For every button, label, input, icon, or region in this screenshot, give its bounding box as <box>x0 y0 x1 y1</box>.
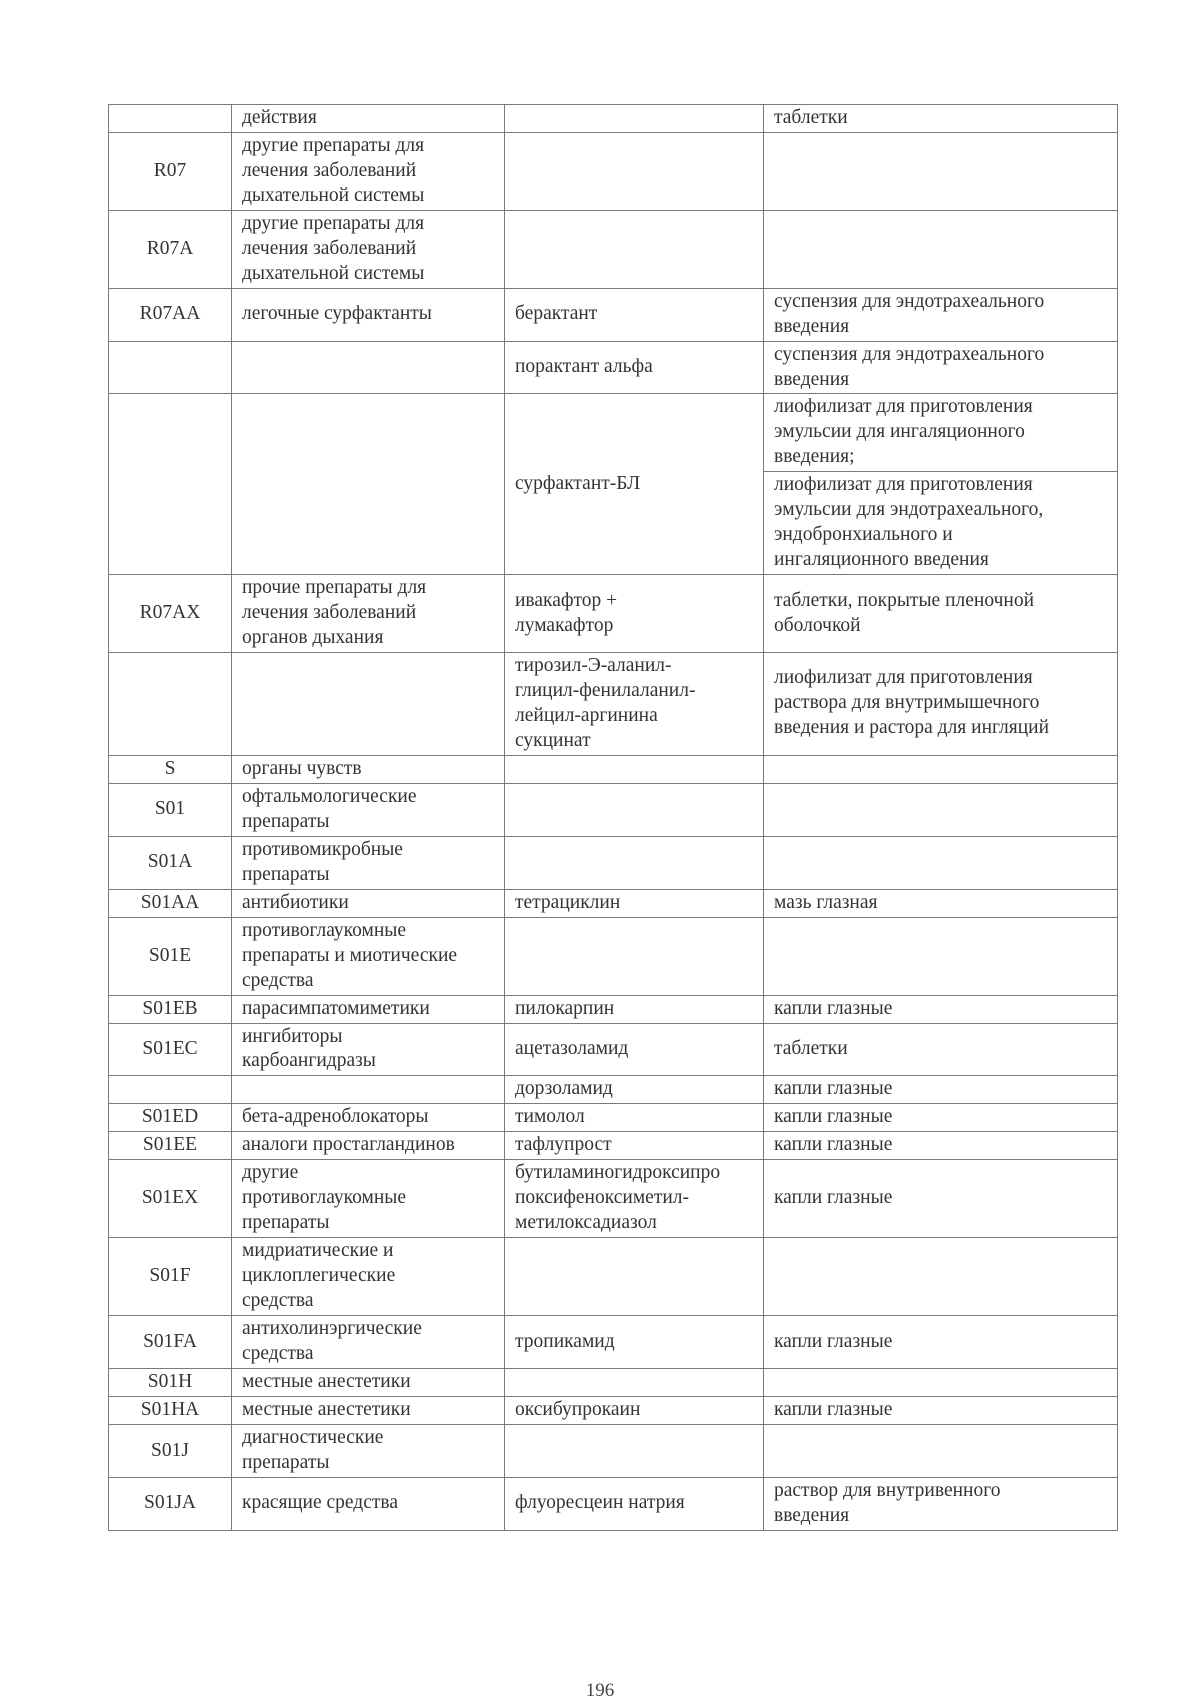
cell-name: органы чувств <box>232 755 505 783</box>
cell-code: R07 <box>109 132 232 210</box>
cell-name: прочие препараты для лечения заболеваний органов дыхания <box>232 575 505 653</box>
cell-inn: дорзоламид <box>505 1076 764 1104</box>
cell-inn: ивакафтор + лумакафтор <box>505 575 764 653</box>
cell-name: противомикробные препараты <box>232 836 505 889</box>
cell-form: раствор для внутривенного введения <box>764 1477 1118 1530</box>
cell-inn: тимолол <box>505 1104 764 1132</box>
table-row <box>109 1369 1118 1397</box>
cell-inn <box>505 917 764 995</box>
cell-form: капли глазные <box>764 1104 1118 1132</box>
cell-form <box>764 1369 1118 1397</box>
cell-name: действия <box>232 105 505 133</box>
cell-form: таблетки <box>764 1023 1118 1076</box>
cell-inn: ацетазоламид <box>505 1023 764 1076</box>
cell-name <box>232 653 505 756</box>
cell-inn <box>505 755 764 783</box>
cell-name: местные анестетики <box>232 1369 505 1397</box>
cell-name: аналоги простагландинов <box>232 1132 505 1160</box>
table-row <box>109 653 1118 756</box>
cell-code: S01ED <box>109 1104 232 1132</box>
cell-inn: оксибупрокаин <box>505 1397 764 1425</box>
cell-name: противоглаукомные препараты и миотические средства <box>232 917 505 995</box>
cell-code: S01E <box>109 917 232 995</box>
cell-code: S01EX <box>109 1160 232 1238</box>
cell-form <box>764 917 1118 995</box>
table-row <box>109 1132 1118 1160</box>
table-row <box>109 1076 1118 1104</box>
table-row <box>109 394 1118 575</box>
cell-form <box>764 755 1118 783</box>
table-row <box>109 105 1118 133</box>
cell-inn: тропикамид <box>505 1316 764 1369</box>
cell-form: капли глазные <box>764 1397 1118 1425</box>
table-row <box>109 1316 1118 1369</box>
cell-name: антибиотики <box>232 889 505 917</box>
cell-name: другие противоглаукомные препараты <box>232 1160 505 1238</box>
cell-code: R07A <box>109 210 232 288</box>
cell-code <box>109 341 232 394</box>
cell-form <box>764 783 1118 836</box>
cell-form: суспензия для эндотрахеального введения <box>764 288 1118 341</box>
cell-form: таблетки <box>764 105 1118 133</box>
cell-inn: флуоресцеин натрия <box>505 1477 764 1530</box>
cell-inn: тафлупрост <box>505 1132 764 1160</box>
cell-code <box>109 394 232 575</box>
cell-code: S01EB <box>109 995 232 1023</box>
cell-inn: пилокарпин <box>505 995 764 1023</box>
cell-name: бета-адреноблокаторы <box>232 1104 505 1132</box>
cell-form: таблетки, покрытые пленочной оболочкой <box>764 575 1118 653</box>
cell-inn <box>505 1425 764 1478</box>
cell-form <box>764 1238 1118 1316</box>
table-row <box>109 1023 1118 1076</box>
table-row <box>109 1160 1118 1238</box>
cell-form <box>764 132 1118 210</box>
cell-code <box>109 105 232 133</box>
cell-code: S01 <box>109 783 232 836</box>
cell-form-part: лиофилизат для приготовления эмульсии для эндотрахеального, эндобронхиального и ингаляционного введения <box>764 471 1117 574</box>
cell-form <box>764 836 1118 889</box>
cell-inn <box>505 1238 764 1316</box>
cell-code <box>109 653 232 756</box>
cell-name: другие препараты для лечения заболеваний дыхательной системы <box>232 210 505 288</box>
cell-form <box>764 210 1118 288</box>
cell-inn: берактант <box>505 288 764 341</box>
cell-name: другие препараты для лечения заболеваний дыхательной системы <box>232 132 505 210</box>
table-body <box>109 105 1118 1531</box>
cell-name <box>232 341 505 394</box>
cell-form: лиофилизат для приготовления раствора для внутримышечного введения и растора для ингляций <box>764 653 1118 756</box>
page-number: 196 <box>585 1680 615 1701</box>
cell-code: S01JA <box>109 1477 232 1530</box>
table-row <box>109 836 1118 889</box>
cell-inn <box>505 836 764 889</box>
cell-form: капли глазные <box>764 1316 1118 1369</box>
cell-name: легочные сурфактанты <box>232 288 505 341</box>
cell-name: офтальмологические препараты <box>232 783 505 836</box>
table-row <box>109 1477 1118 1530</box>
cell-code: S01HA <box>109 1397 232 1425</box>
table-row <box>109 755 1118 783</box>
cell-form: мазь глазная <box>764 889 1118 917</box>
cell-form: капли глазные <box>764 1076 1118 1104</box>
cell-code <box>109 1076 232 1104</box>
cell-inn <box>505 210 764 288</box>
cell-form <box>764 394 1118 575</box>
drug-classification-table <box>108 104 1118 1531</box>
table-row <box>109 210 1118 288</box>
cell-name: ингибиторы карбоангидразы <box>232 1023 505 1076</box>
cell-inn <box>505 105 764 133</box>
cell-inn <box>505 1369 764 1397</box>
cell-name <box>232 394 505 575</box>
cell-form: суспензия для эндотрахеального введения <box>764 341 1118 394</box>
cell-name: антихолинэргические средства <box>232 1316 505 1369</box>
cell-inn <box>505 783 764 836</box>
cell-inn <box>505 132 764 210</box>
cell-code: S01H <box>109 1369 232 1397</box>
cell-code: S01EE <box>109 1132 232 1160</box>
cell-name: парасимпатомиметики <box>232 995 505 1023</box>
table-row <box>109 889 1118 917</box>
cell-form: капли глазные <box>764 995 1118 1023</box>
cell-code: S <box>109 755 232 783</box>
cell-code: R07AA <box>109 288 232 341</box>
cell-code: S01AA <box>109 889 232 917</box>
cell-inn: тетрациклин <box>505 889 764 917</box>
table-row <box>109 575 1118 653</box>
cell-inn: тирозил-Э-аланил- глицил-фенилаланил- лейцил-аргинина сукцинат <box>505 653 764 756</box>
cell-code: R07AX <box>109 575 232 653</box>
cell-form: капли глазные <box>764 1160 1118 1238</box>
cell-code: S01FA <box>109 1316 232 1369</box>
cell-form: капли глазные <box>764 1132 1118 1160</box>
cell-name: диагностические препараты <box>232 1425 505 1478</box>
cell-form <box>764 1425 1118 1478</box>
table-row <box>109 341 1118 394</box>
cell-inn: сурфактант-БЛ <box>505 394 764 575</box>
table-row <box>109 1397 1118 1425</box>
cell-name: мидриатические и циклоплегические средства <box>232 1238 505 1316</box>
cell-name: красящие средства <box>232 1477 505 1530</box>
table-row <box>109 288 1118 341</box>
table-row <box>109 995 1118 1023</box>
table-row <box>109 1104 1118 1132</box>
cell-code: S01A <box>109 836 232 889</box>
table-row <box>109 1238 1118 1316</box>
cell-code: S01J <box>109 1425 232 1478</box>
table-row <box>109 1425 1118 1478</box>
cell-code: S01F <box>109 1238 232 1316</box>
cell-code: S01EC <box>109 1023 232 1076</box>
cell-inn: бутиламиногидроксипро поксифеноксиметил- метилоксадиазол <box>505 1160 764 1238</box>
cell-name: местные анестетики <box>232 1397 505 1425</box>
table-row <box>109 132 1118 210</box>
table-row <box>109 917 1118 995</box>
cell-inn: порактант альфа <box>505 341 764 394</box>
table-row <box>109 783 1118 836</box>
cell-name <box>232 1076 505 1104</box>
cell-form-part: лиофилизат для приготовления эмульсии для ингаляционного введения; <box>774 396 1033 468</box>
